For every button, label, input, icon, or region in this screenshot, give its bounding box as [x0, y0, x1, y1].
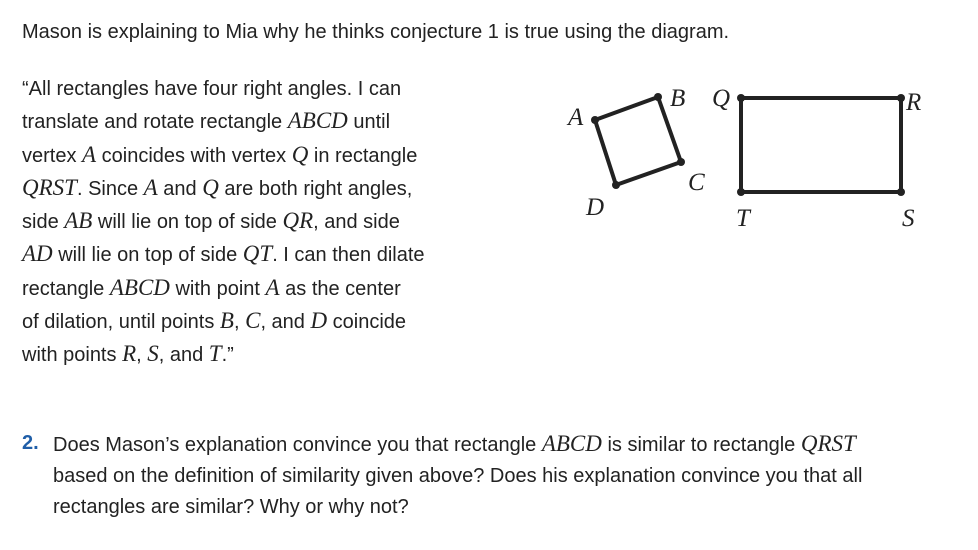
- text-run: rectangle: [22, 277, 110, 300]
- text-run: are both right angles,: [218, 177, 413, 200]
- math-symbol: S: [147, 341, 159, 367]
- math-symbol: QR: [282, 208, 314, 234]
- quote-line: [22, 305, 512, 338]
- math-symbol: AD: [22, 241, 53, 267]
- text-run: . I can then dilate: [272, 244, 425, 267]
- vertex-d-point: [612, 181, 620, 189]
- text-run: “All rectangles have four right angles. I can: [22, 78, 402, 100]
- text-run: with points: [22, 344, 123, 367]
- label-a: A: [568, 104, 584, 131]
- math-symbol: A: [265, 274, 280, 300]
- label-b: B: [670, 85, 686, 112]
- text-run: Does Mason’s explanation convince you that rectangle: [53, 434, 542, 456]
- quote-line: [22, 272, 512, 305]
- math-symbol: R: [122, 341, 137, 367]
- text-run: coincide: [327, 311, 407, 334]
- math-symbol: B: [219, 308, 234, 334]
- quote-line: [22, 105, 512, 138]
- question-2: [22, 428, 972, 523]
- text-run: rectangles are similar? Why or why not?: [53, 496, 409, 518]
- quote-line: [22, 73, 512, 105]
- text-run: .”: [221, 344, 234, 367]
- text-run: and: [157, 177, 203, 200]
- label-s: S: [902, 205, 915, 232]
- vertex-r-point: [897, 94, 905, 102]
- quote-line: [22, 338, 512, 371]
- label-r: R: [906, 89, 922, 116]
- math-symbol: Q: [291, 141, 309, 167]
- text-run: will lie on top of side: [92, 211, 283, 234]
- vertex-a-point: [591, 116, 599, 124]
- label-d: D: [586, 194, 605, 221]
- text-run: in rectangle: [308, 144, 418, 167]
- text-run: is similar to rectangle: [601, 434, 801, 456]
- vertex-b-point: [654, 93, 662, 101]
- vertex-c-point: [677, 158, 685, 166]
- math-symbol: QT: [242, 241, 273, 267]
- text-run: as the center: [279, 277, 401, 300]
- question-line: [53, 461, 972, 492]
- math-symbol: A: [143, 174, 158, 200]
- text-run: will lie on top of side: [52, 244, 243, 267]
- rectangle-qrst: [741, 98, 901, 192]
- rectangles-diagram: [540, 60, 940, 250]
- label-t: T: [736, 205, 750, 232]
- text-run: . Since: [76, 177, 144, 200]
- vertex-s-point: [897, 188, 905, 196]
- math-symbol: QRST: [800, 431, 856, 456]
- math-symbol: AB: [64, 208, 93, 234]
- text-run: coincides with vertex: [96, 144, 292, 167]
- question-text: [53, 428, 972, 523]
- quote-line: [22, 172, 512, 205]
- question-line: [53, 428, 972, 461]
- text-run: , and: [158, 344, 209, 367]
- math-symbol: A: [82, 141, 97, 167]
- text-run: , and: [260, 311, 311, 334]
- vertex-t-point: [737, 188, 745, 196]
- math-symbol: Q: [202, 174, 219, 200]
- rectangle-abcd: [595, 97, 681, 185]
- mason-quote: [22, 73, 512, 372]
- label-c: C: [688, 169, 705, 196]
- quote-line: [22, 238, 512, 271]
- text-run: side: [22, 211, 65, 234]
- text-run: with point: [169, 277, 266, 300]
- math-symbol: QRST: [22, 174, 77, 200]
- text-run: ,: [136, 344, 148, 367]
- quote-line: [22, 139, 512, 172]
- question-number: 2.: [22, 432, 39, 454]
- text-run: ,: [233, 311, 246, 334]
- math-symbol: ABCD: [287, 108, 348, 134]
- label-q: Q: [712, 85, 731, 112]
- text-run: based on the definition of similarity given above? Does his explanation convince you that all: [53, 465, 863, 487]
- quote-line: [22, 205, 512, 238]
- text-run: until: [347, 111, 391, 134]
- math-symbol: D: [310, 308, 328, 334]
- text-run: translate and rotate rectangle: [22, 111, 288, 134]
- text-run: of dilation, until points: [22, 311, 220, 334]
- intro-text: Mason is explaining to Mia why he thinks conjecture 1 is true using the diagram.: [22, 21, 730, 43]
- math-symbol: ABCD: [109, 274, 170, 300]
- math-symbol: ABCD: [541, 431, 602, 456]
- math-symbol: T: [208, 341, 222, 367]
- text-run: vertex: [22, 144, 83, 167]
- math-symbol: C: [245, 308, 261, 334]
- vertex-q-point: [737, 94, 745, 102]
- text-run: , and side: [313, 211, 400, 234]
- question-line: [53, 492, 972, 523]
